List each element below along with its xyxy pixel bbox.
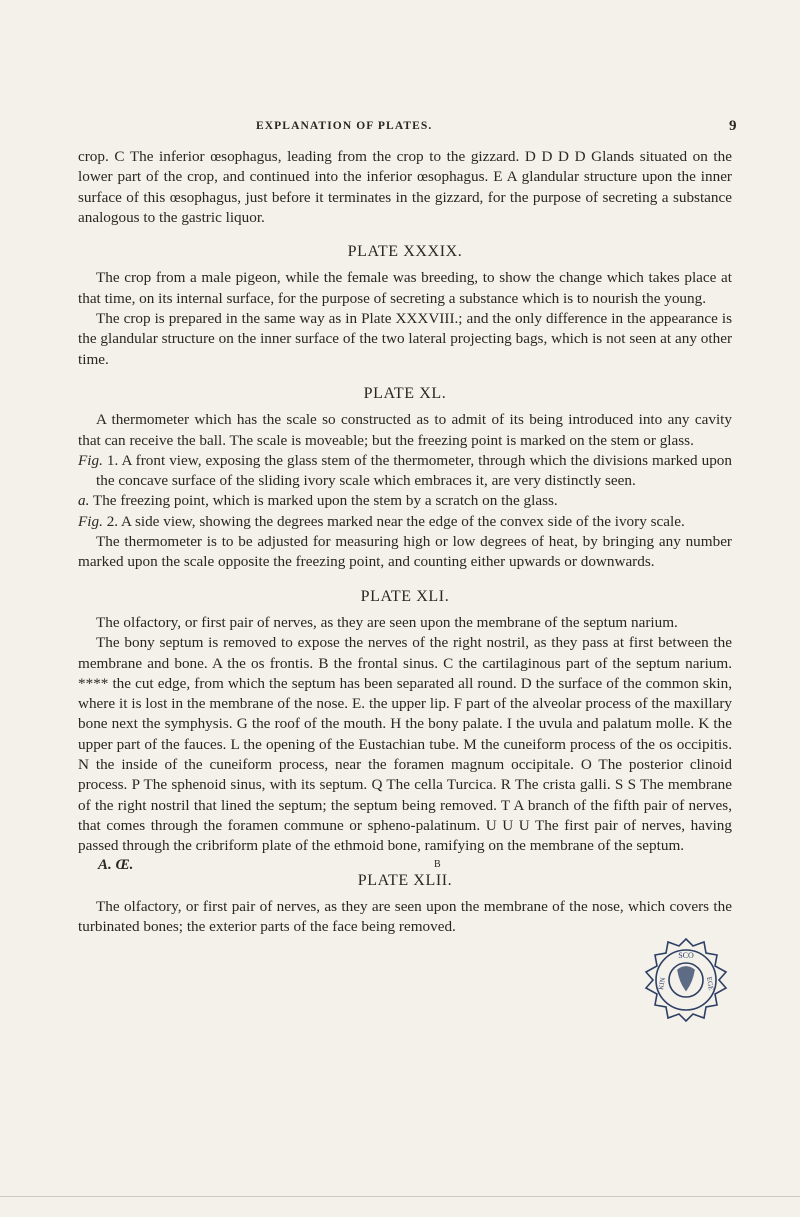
library-stamp-icon (642, 936, 730, 1024)
plate-xl-paragraph-1: A thermometer which has the scale so constructed as to admit of its being introduced into any cavity that can receive the ball. The scale is moveable; but the freezing point is marked on the stem or glass. (78, 411, 732, 449)
fig-2-label: Fig. (78, 512, 103, 530)
signature-line (98, 857, 478, 874)
signature-mark: B (434, 859, 441, 870)
fig-1-label: Fig. (78, 451, 103, 469)
plate-xlii-heading: PLATE XLII. (357, 871, 453, 889)
page-number: 9 (729, 118, 737, 134)
point-a-text: The freezing point, which is marked upon the stem by a scratch on the glass. (89, 492, 558, 510)
page-body (78, 147, 732, 937)
continuation-paragraph: crop. C The inferior œsophagus, leading from the crop to the gizzard. D D D D Glands situated on the lower part of the crop, and continued into the inferior œsophagus. E A glandular structure upon the inner surface of this œsophagus, just before it terminates in the gizzard, for the purpose of secreting a substance analogous to the gastric liquor. (78, 148, 732, 226)
plate-xl-point-a (78, 491, 732, 511)
plate-xxxix-heading: PLATE XXXIX. (347, 243, 463, 261)
stamp-right-text: EGE (704, 976, 716, 992)
fig-2-text: 2. A side view, showing the degrees marked near the edge of the convex side of the ivory scale. (102, 512, 685, 530)
stamp-left-text: KIN (657, 976, 668, 991)
stamp-top-text: SCO (678, 951, 694, 960)
fig-1-text: 1. A front view, exposing the glass stem of the thermometer, through which the divisions marked upon the concave surface of the sliding ivory scale which embraces it, are very distinctly seen. (96, 451, 732, 490)
plate-xli-paragraph-2: The bony septum is removed to expose the nerves of the right nostril, as they pass at first between the membrane and bone. A the os frontis. B the frontal sinus. C the cartilaginous part of the septum narium. **** the cut edge, from which the septum has been separated all round. D the surface of the common skin, where it is lost in the membrane of the nose. E. the upper lip. F part of the alveolar process of the maxillary bone next the symphysis. G the roof of the mouth. H the bony palate. I the uvula and palatum molle. K the upper part of the fauces. L the opening of the Eustachian tube. M the cuneiform process of the os occipitis. N the inside of the cuneiform process, near the foramen magnum occipitale. O The posterior clinoid process. P The sphenoid sinus, with its septum. Q The cella Turcica. R The crista galli. S S The membrane of the right nostril that lined the septum; the septum being removed. T A branch of the fifth pair of nerves, that comes through the foramen commune or spheno-palatinum. U U U The first pair of nerves, having passed through the cribriform plate of the ethmoid bone, ramifying on the membrane of the septum. (78, 634, 732, 855)
plate-xxxix-paragraph-1: The crop from a male pigeon, while the female was breeding, to show the change which takes place at that time, on its internal surface, for the purpose of secreting a substance which is to nourish the young. (78, 269, 732, 307)
plate-xlii-paragraph-1: The olfactory, or first pair of nerves, as they are seen upon the membrane of the nose, which covers the turbinated bones; the exterior parts of the face being removed. (78, 897, 732, 936)
bottom-edge-rule (0, 1196, 800, 1197)
plate-xl-paragraph-2: The thermometer is to be adjusted for measuring high or low degrees of heat, by bringing any number marked upon the scale opposite the freezing point, and counting either upwards or downwards. (78, 533, 732, 571)
signature-left: A. Œ. (98, 857, 134, 873)
running-head (0, 120, 800, 138)
plate-xli-heading: PLATE XLI. (360, 587, 450, 605)
plate-xli-paragraph-1: The olfactory, or first pair of nerves, as they are seen upon the membrane of the septum narium. (96, 613, 678, 631)
plate-xl-fig-2 (78, 512, 732, 532)
plate-xl-fig-1 (78, 451, 732, 492)
plate-xxxix-paragraph-2: The crop is prepared in the same way as in Plate XXXVIII.; and the only difference in the appearance is the glandular structure on the inner surface of the two lateral projecting bags, which is not seen at any other time. (78, 310, 732, 368)
point-a-label: a. (78, 492, 90, 510)
running-head-title: EXPLANATION OF PLATES. (256, 120, 433, 132)
plate-xl-heading: PLATE XL. (363, 384, 447, 402)
